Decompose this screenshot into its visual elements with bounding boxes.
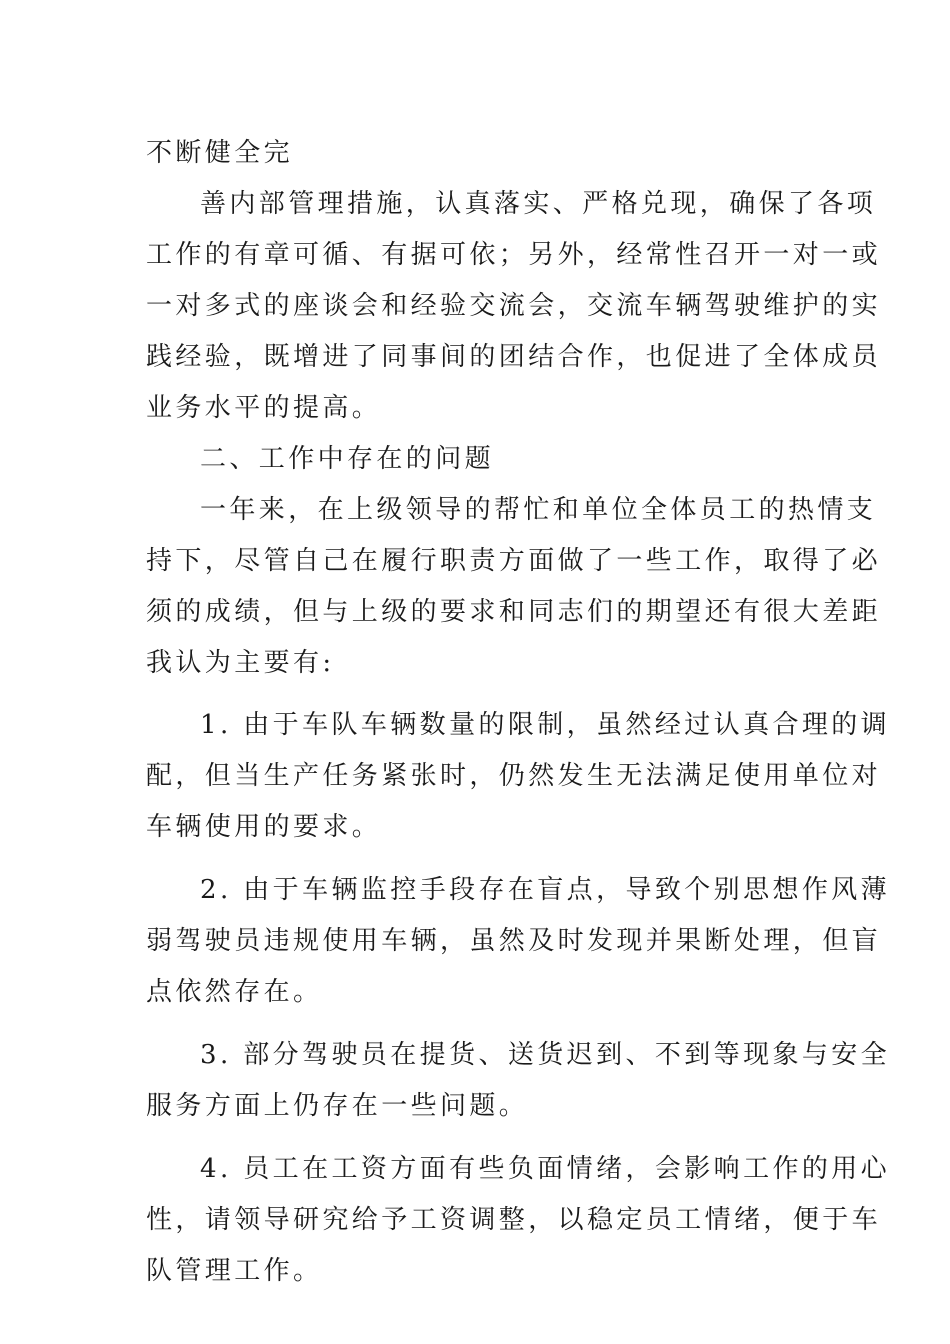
text-line: 善内部管理措施，认真落实、严格兑现，确保了各项 [200,189,877,219]
text-line: 践经验，既增进了同事间的团结合作，也促进了全体成员 [146,342,882,372]
list-item-2: 2. 由于车辆监控手段存在盲点，导致个别思想作风薄 [200,875,891,905]
text-line: 性，请领导研究给予工资调整，以稳定员工情绪，便于车 [146,1205,882,1235]
text-line: 一年来，在上级领导的帮忙和单位全体员工的热情支 [200,495,877,525]
text-line: 点依然存在。 [146,977,323,1007]
document-body [146,128,891,1297]
list-item-4: 4. 员工在工资方面有些负面情绪，会影响工作的用心 [200,1154,891,1184]
text-line: 服务方面上仍存在一些问题。 [146,1091,529,1121]
section-heading: 二、工作中存在的问题 [200,444,495,474]
text-line: 队管理工作。 [146,1256,323,1286]
text-line: 一对多式的座谈会和经验交流会，交流车辆驾驶维护的实 [146,291,882,321]
text-line: 须的成绩，但与上级的要求和同志们的期望还有很大差距 [146,597,882,627]
list-item-3: 3. 部分驾驶员在提货、送货迟到、不到等现象与安全 [200,1040,891,1070]
list-item-1: 1. 由于车队车辆数量的限制，虽然经过认真合理的调 [200,710,891,740]
text-line: 车辆使用的要求。 [146,812,382,842]
text-line: 配，但当生产任务紧张时，仍然发生无法满足使用单位对 [146,761,882,791]
text-line: 弱驾驶员违规使用车辆，虽然及时发现并果断处理，但盲 [146,926,882,956]
text-line: 我认为主要有: [146,648,335,678]
text-line: 持下，尽管自己在履行职责方面做了一些工作，取得了必 [146,546,882,576]
text-line: 工作的有章可循、有据可依；另外，经常性召开一对一或 [146,240,882,270]
text-line: 不断健全完 [146,138,294,168]
text-line: 业务水平的提高。 [146,393,382,423]
